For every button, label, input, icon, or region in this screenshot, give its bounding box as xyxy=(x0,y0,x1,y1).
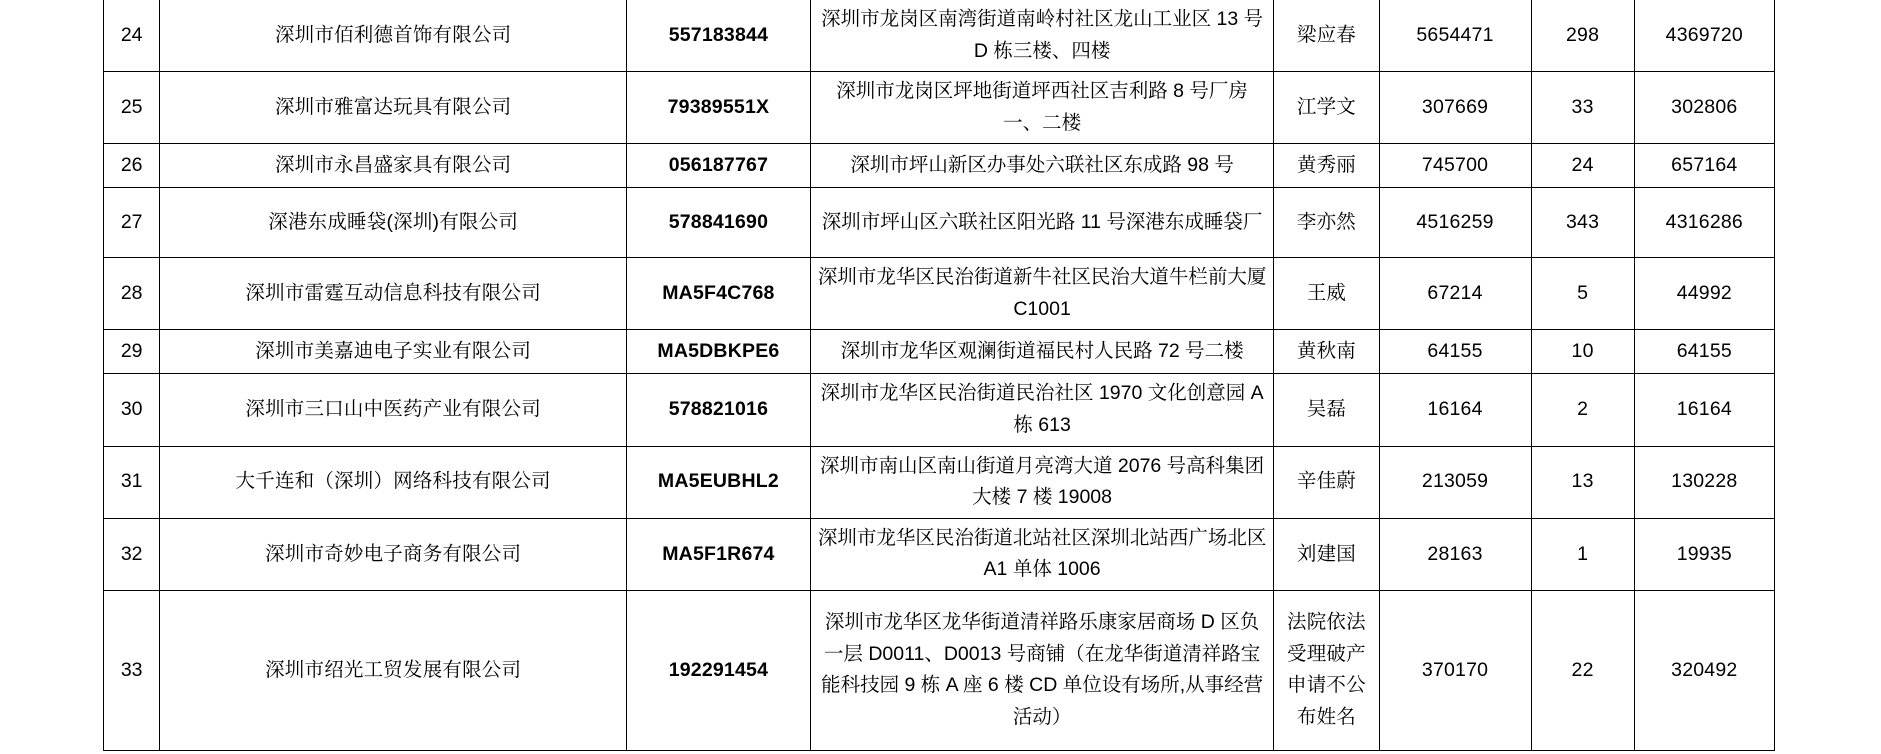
cell-credit-code: 056187767 xyxy=(626,144,810,188)
cell-company-name: 大千连和（深圳）网络科技有限公司 xyxy=(160,446,627,518)
cell-principal-owed: 4316286 xyxy=(1634,188,1774,258)
cell-company-name: 深圳市三口山中医药产业有限公司 xyxy=(160,374,627,446)
cell-person-count: 10 xyxy=(1531,330,1634,374)
cell-index: 32 xyxy=(104,518,160,590)
cell-address: 深圳市龙华区龙华街道清祥路乐康家居商场 D 区负一层 D0011、D0013 号商铺（在龙华街道清祥路宝能科技园 9 栋 A 座 6 楼 CD 单位设有场所,从事经营活动） xyxy=(810,590,1273,750)
cell-legal-person: 王威 xyxy=(1274,258,1379,330)
cell-principal-owed: 320492 xyxy=(1634,590,1774,750)
table-row xyxy=(104,330,1775,374)
cell-person-count: 24 xyxy=(1531,144,1634,188)
cell-address: 深圳市坪山新区办事处六联社区东成路 98 号 xyxy=(810,144,1273,188)
cell-legal-person: 辛佳蔚 xyxy=(1274,446,1379,518)
cell-index: 24 xyxy=(104,0,160,72)
cell-company-name: 深圳市雅富达玩具有限公司 xyxy=(160,72,627,144)
cell-principal-owed: 130228 xyxy=(1634,446,1774,518)
table-row xyxy=(104,374,1775,446)
cell-amount-owed: 4516259 xyxy=(1379,188,1531,258)
table-row xyxy=(104,72,1775,144)
cell-person-count: 343 xyxy=(1531,188,1634,258)
table-body xyxy=(104,0,1775,750)
cell-amount-owed: 307669 xyxy=(1379,72,1531,144)
cell-person-count: 22 xyxy=(1531,590,1634,750)
cell-amount-owed: 5654471 xyxy=(1379,0,1531,72)
cell-legal-person: 法院依法受理破产申请不公布姓名 xyxy=(1274,590,1379,750)
cell-credit-code: 79389551X xyxy=(626,72,810,144)
cell-person-count: 1 xyxy=(1531,518,1634,590)
cell-amount-owed: 64155 xyxy=(1379,330,1531,374)
cell-credit-code: MA5DBKPE6 xyxy=(626,330,810,374)
cell-legal-person: 黄秀丽 xyxy=(1274,144,1379,188)
cell-company-name: 深圳市佰利德首饰有限公司 xyxy=(160,0,627,72)
cell-amount-owed: 213059 xyxy=(1379,446,1531,518)
cell-credit-code: 557183844 xyxy=(626,0,810,72)
cell-credit-code: 192291454 xyxy=(626,590,810,750)
cell-legal-person: 刘建国 xyxy=(1274,518,1379,590)
cell-legal-person: 梁应春 xyxy=(1274,0,1379,72)
cell-index: 27 xyxy=(104,188,160,258)
table-row xyxy=(104,446,1775,518)
cell-index: 31 xyxy=(104,446,160,518)
cell-company-name: 深港东成睡袋(深圳)有限公司 xyxy=(160,188,627,258)
cell-address: 深圳市龙华区民治街道新牛社区民治大道牛栏前大厦 C1001 xyxy=(810,258,1273,330)
cell-legal-person: 黄秋南 xyxy=(1274,330,1379,374)
cell-person-count: 298 xyxy=(1531,0,1634,72)
cell-index: 29 xyxy=(104,330,160,374)
cell-person-count: 5 xyxy=(1531,258,1634,330)
cell-credit-code: MA5F1R674 xyxy=(626,518,810,590)
debtor-table-container xyxy=(103,0,1775,751)
cell-index: 28 xyxy=(104,258,160,330)
cell-company-name: 深圳市奇妙电子商务有限公司 xyxy=(160,518,627,590)
cell-legal-person: 江学文 xyxy=(1274,72,1379,144)
cell-company-name: 深圳市永昌盛家具有限公司 xyxy=(160,144,627,188)
cell-principal-owed: 44992 xyxy=(1634,258,1774,330)
table-row xyxy=(104,144,1775,188)
cell-credit-code: 578841690 xyxy=(626,188,810,258)
cell-address: 深圳市龙华区民治街道北站社区深圳北站西广场北区 A1 单体 1006 xyxy=(810,518,1273,590)
table-row xyxy=(104,590,1775,750)
cell-amount-owed: 67214 xyxy=(1379,258,1531,330)
cell-amount-owed: 16164 xyxy=(1379,374,1531,446)
cell-index: 30 xyxy=(104,374,160,446)
cell-legal-person: 吴磊 xyxy=(1274,374,1379,446)
cell-principal-owed: 19935 xyxy=(1634,518,1774,590)
table-row xyxy=(104,188,1775,258)
table-row xyxy=(104,258,1775,330)
cell-index: 25 xyxy=(104,72,160,144)
cell-principal-owed: 4369720 xyxy=(1634,0,1774,72)
table-row xyxy=(104,518,1775,590)
cell-principal-owed: 657164 xyxy=(1634,144,1774,188)
cell-principal-owed: 302806 xyxy=(1634,72,1774,144)
cell-address: 深圳市南山区南山街道月亮湾大道 2076 号高科集团大楼 7 楼 19008 xyxy=(810,446,1273,518)
cell-address: 深圳市坪山区六联社区阳光路 11 号深港东成睡袋厂 xyxy=(810,188,1273,258)
cell-amount-owed: 28163 xyxy=(1379,518,1531,590)
debtor-table xyxy=(103,0,1775,751)
cell-address: 深圳市龙华区民治街道民治社区 1970 文化创意园 A 栋 613 xyxy=(810,374,1273,446)
cell-index: 26 xyxy=(104,144,160,188)
cell-amount-owed: 370170 xyxy=(1379,590,1531,750)
cell-credit-code: 578821016 xyxy=(626,374,810,446)
cell-credit-code: MA5F4C768 xyxy=(626,258,810,330)
cell-company-name: 深圳市雷霆互动信息科技有限公司 xyxy=(160,258,627,330)
cell-company-name: 深圳市绍光工贸发展有限公司 xyxy=(160,590,627,750)
cell-amount-owed: 745700 xyxy=(1379,144,1531,188)
cell-principal-owed: 16164 xyxy=(1634,374,1774,446)
cell-index: 33 xyxy=(104,590,160,750)
cell-principal-owed: 64155 xyxy=(1634,330,1774,374)
cell-legal-person: 李亦然 xyxy=(1274,188,1379,258)
cell-address: 深圳市龙华区观澜街道福民村人民路 72 号二楼 xyxy=(810,330,1273,374)
cell-credit-code: MA5EUBHL2 xyxy=(626,446,810,518)
cell-company-name: 深圳市美嘉迪电子实业有限公司 xyxy=(160,330,627,374)
cell-person-count: 13 xyxy=(1531,446,1634,518)
cell-person-count: 33 xyxy=(1531,72,1634,144)
cell-address: 深圳市龙岗区坪地街道坪西社区吉利路 8 号厂房一、二楼 xyxy=(810,72,1273,144)
cell-address: 深圳市龙岗区南湾街道南岭村社区龙山工业区 13 号 D 栋三楼、四楼 xyxy=(810,0,1273,72)
table-row xyxy=(104,0,1775,72)
cell-person-count: 2 xyxy=(1531,374,1634,446)
